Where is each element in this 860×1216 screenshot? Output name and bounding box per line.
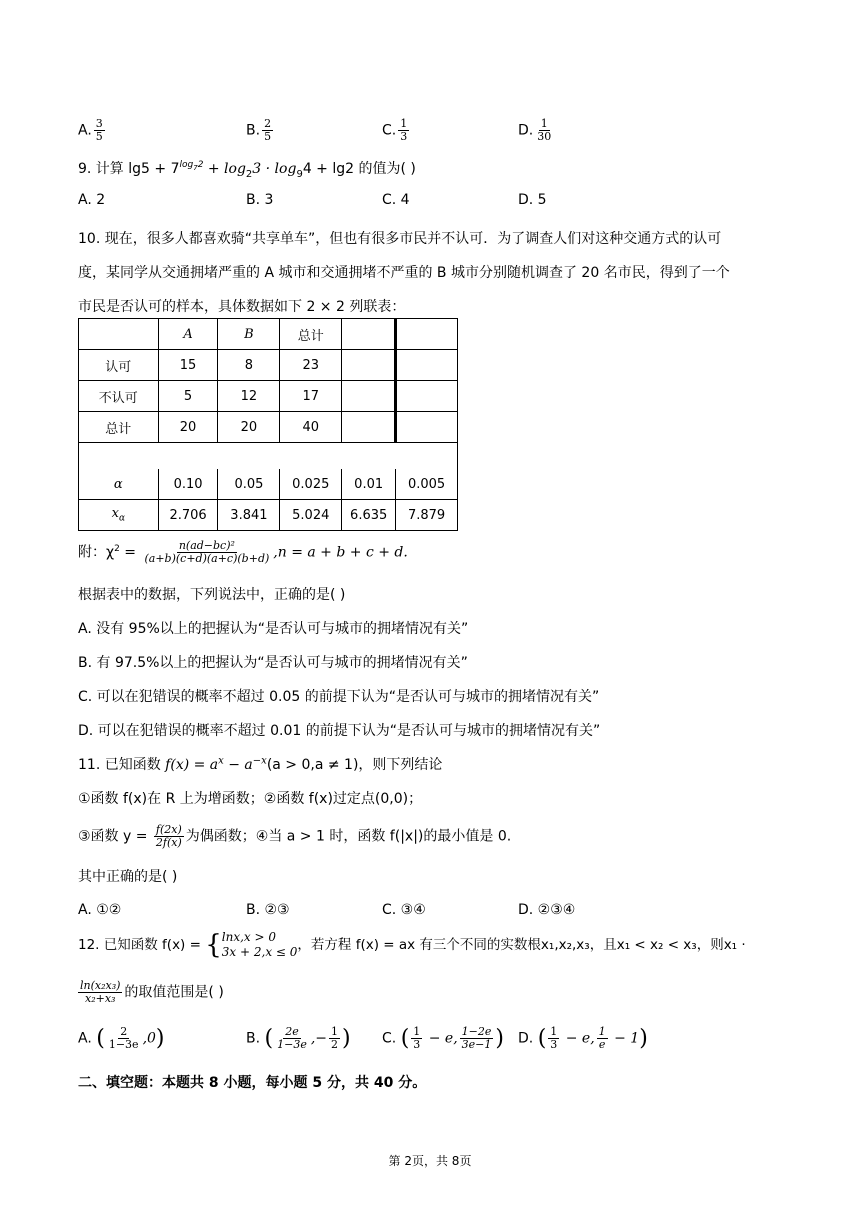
table-row — [79, 412, 458, 443]
table-cell: 0.025 — [280, 469, 342, 500]
q10-line-1: 10. 现在，很多人都喜欢骑“共享单车”，但也有很多市民并不认可．为了调查人们对这种交通方式的认可 — [78, 231, 722, 247]
table-cell — [396, 319, 458, 350]
q12-line-2: $\frac{\text{ln(x₂x₃)}}{\text{x₂+x₃}}$ 的取值范围是( ) — [80, 979, 224, 1005]
q11-question: 其中正确的是( ) — [78, 869, 178, 885]
q10-option-c: C. 可以在犯错误的概率不超过 0.05 的前提下认为“是否认可与城市的拥堵情况有关” — [78, 689, 600, 705]
table-cell: $x_\alpha$ — [79, 500, 159, 531]
q11-option-a: A. ①② — [78, 902, 122, 918]
q10-option-b: B. 有 97.5%以上的把握认为“是否认可与城市的拥堵情况有关” — [78, 655, 468, 671]
q12-option-c: C. ( $\frac{1}{3}$ − e, $\frac{1-2e}{3e-1}$ ) — [382, 1025, 504, 1051]
table-cell: 15 — [158, 350, 218, 381]
table-cell — [396, 350, 458, 381]
table-cell: 0.005 — [396, 469, 458, 500]
q9-option-d: D. 5 — [518, 192, 547, 208]
table-cell: 认可 — [79, 350, 159, 381]
table-cell: 40 — [280, 412, 342, 443]
table-cell: 0.10 — [158, 469, 218, 500]
table-cell: 17 — [280, 381, 342, 412]
table-row — [79, 381, 458, 412]
table-cell: 总计 — [79, 412, 159, 443]
q10-option-a: A. 没有 95%以上的把握认为“是否认可与城市的拥堵情况有关” — [78, 621, 469, 637]
table-cell: 8 — [218, 350, 280, 381]
table-cell: 20 — [218, 412, 280, 443]
q11-line-2: ①函数 f(x)在 R 上为增函数；②函数 f(x)过定点(0,0)； — [78, 791, 423, 807]
table-spacer-row — [79, 443, 458, 470]
q9-stem: 9. 计算 $\lg 5 + 7^{log_72} + \log_23 \cdot \log_94 + \lg 2$ 的值为( ) — [78, 160, 416, 180]
table-cell: 5 — [158, 381, 218, 412]
table-row — [79, 319, 458, 350]
page-number: 第 2页，共 8页 — [388, 1154, 472, 1168]
q10-option-d: D. 可以在犯错误的概率不超过 0.01 的前提下认为“是否认可与城市的拥堵情况有关” — [78, 723, 601, 739]
table-cell — [342, 350, 396, 381]
table-cell: 0.05 — [218, 469, 280, 500]
chi-square-formula: 附：$\chi^2$ = $\frac{\text{n(ad−bc)²}}{(a+b)(c+d)(a+c)(b+d)}$ ,n = a + b + c + d. — [78, 539, 408, 565]
table-cell: 不认可 — [79, 381, 159, 412]
table-cell — [342, 381, 396, 412]
table-cell — [79, 443, 458, 470]
table-row — [79, 350, 458, 381]
q10-question: 根据表中的数据，下列说法中，正确的是( ) — [78, 587, 346, 603]
table-cell — [79, 319, 159, 350]
table-cell — [396, 412, 458, 443]
q11-option-b: B. ②③ — [246, 902, 290, 918]
table-cell: 5.024 — [280, 500, 342, 531]
q10-line-2: 度，某同学从交通拥堵严重的 A 城市和交通拥堵不严重的 B 城市分别随机调查了 20 名市民，得到了一个 — [78, 265, 730, 281]
table-cell — [342, 319, 396, 350]
q8-option-b: B. $\frac{2}{5}$ — [246, 117, 272, 143]
table-cell: 0.01 — [342, 469, 396, 500]
table-cell: 23 — [280, 350, 342, 381]
q11-option-d: D. ②③④ — [518, 902, 576, 918]
table-cell — [396, 381, 458, 412]
contingency-table — [78, 318, 458, 531]
q9-option-c: C. 4 — [382, 192, 410, 208]
q12-option-a: A. ( $\frac{2}{1-3e}$ ,0) — [78, 1025, 165, 1051]
q12-stem: 12. 已知函数 f(x) = { lnx,x > 0 3x + 2,x ≤ 0 ，若方程 f(x) = ax 有三个不同的实数根x₁,x₂,x₃，且x₁ < x₂ < x₃，则x₁ · — [78, 930, 746, 960]
section-heading: 二、填空题：本题共 8 小题，每小题 5 分，共 40 分。 — [78, 1075, 427, 1091]
q11-option-c: C. ③④ — [382, 902, 426, 918]
table-cell — [342, 412, 396, 443]
table-cell: 6.635 — [342, 500, 396, 531]
q11-stem: 11. 已知函数 $f(x) = a^x - a^{-x}(a > 0,a \ne 1)$，则下列结论 — [78, 755, 443, 773]
q9-option-a: A. 2 — [78, 192, 106, 208]
q9-option-b: B. 3 — [246, 192, 274, 208]
table-cell: 3.841 — [218, 500, 280, 531]
table-cell: 7.879 — [396, 500, 458, 531]
q11-line-3: ③函数 y = $\frac{f(2x)}{2f(x)}$ 为偶函数；④当 a > 1 时，函数 f(|x|)的最小值是 0. — [78, 823, 512, 849]
table-row — [79, 500, 458, 531]
table-cell: 20 — [158, 412, 218, 443]
q12-option-d: D. ( $\frac{1}{3}$ − e, $\frac{1}{e}$ − 1) — [518, 1025, 648, 1051]
q8-option-c: C. $\frac{1}{3}$ — [382, 117, 408, 143]
table-cell: 12 — [218, 381, 280, 412]
q12-option-b: B. ( $\frac{2e}{1-3e}$ ,− $\frac{1}{2}$ ) — [246, 1025, 351, 1051]
q8-option-a: A. $\frac{3}{5}$ — [78, 117, 103, 143]
table-cell: α — [79, 469, 159, 500]
table-row — [79, 469, 458, 500]
table-cell: A — [158, 319, 218, 350]
table-cell: 总计 — [280, 319, 342, 350]
table-cell: 2.706 — [158, 500, 218, 531]
q8-option-d: D. $\frac{1}{30}$ — [518, 117, 552, 143]
q10-line-3: 市民是否认可的样本，具体数据如下 2 × 2 列联表： — [78, 299, 406, 315]
table-cell: B — [218, 319, 280, 350]
